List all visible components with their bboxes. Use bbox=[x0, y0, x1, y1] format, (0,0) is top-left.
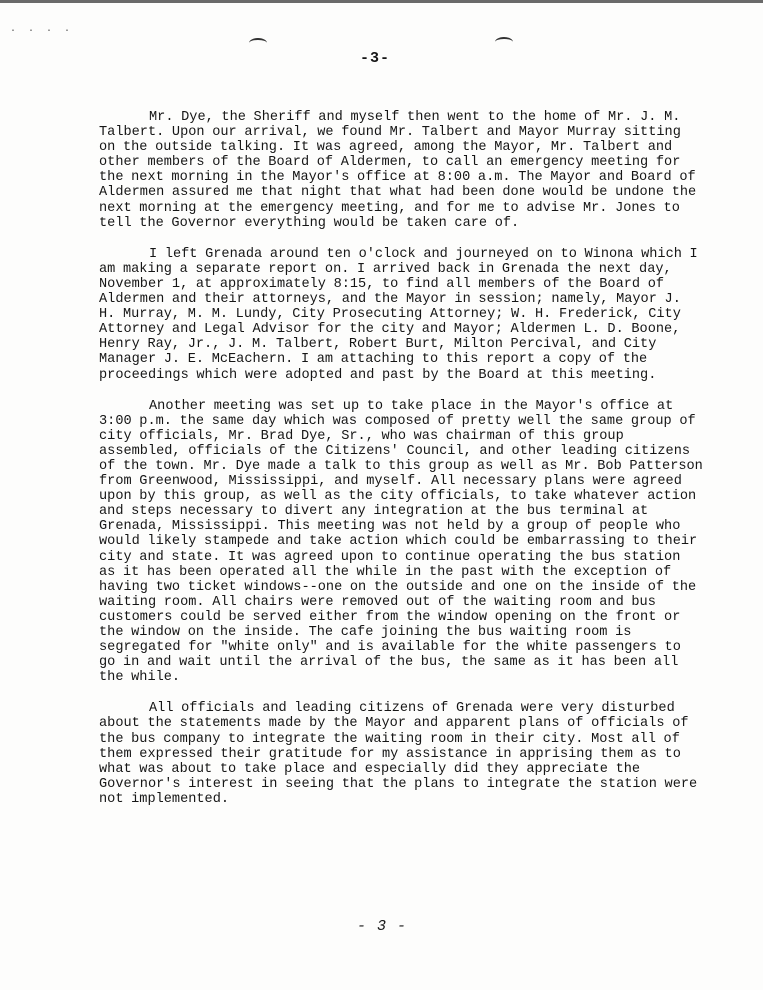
punch-hole-mark-left bbox=[249, 38, 267, 48]
page-number-top: -3- bbox=[360, 50, 391, 67]
body-text bbox=[99, 110, 704, 823]
top-edge-rule bbox=[0, 0, 763, 3]
punch-hole-mark-right bbox=[495, 37, 513, 47]
paragraph-1: Mr. Dye, the Sheriff and myself then went to the home of Mr. J. M. Talbert. Upon our arrival, we found Mr. Talbert and Mayor Murray sitting on the outside talking. It was agreed, among the Mayor, Mr. Talbert and other members of the Board of Aldermen, to call an emergency meeting for the next morning in the Mayor's office at 8:00 a.m. The Mayor and Board of Aldermen assured me that night that what had been done would be undone the next morning at the emergency meeting, and for me to advise Mr. Jones to tell the Governor everything would be taken care of. bbox=[99, 110, 697, 231]
paragraph-3: Another meeting was set up to take place in the Mayor's office at 3:00 p.m. the same day which was composed of pretty well the same group of city officials, Mr. Brad Dye, Sr., who was chairman of this group assembled, officials of the Citizens' Council, and other leading citizens of the town. Mr. Dye made a talk to this group as well as Mr. Bob Patterson from Greenwood, Mississippi, and myself. All necessary plans were agreed upon by this group, as well as the city officials, to take whatever action and steps necessary to divert any integration at the bus terminal at Grenada, Mississippi. This meeting was not held by a group of people who would likely stampede and take action which could be embarrassing to their city and state. It was agreed upon to continue operating the bus station as it has been operated all the while in the past with the exception of having two ticket windows--one on the outside and one on the inside of the waiting room. All chairs were removed out of the waiting room and bus customers could be served either from the window opening on the front or the window on the inside. The cafe joining the bus waiting room is segregated for "white only" and is available for the white passengers to go in and wait until the arrival of the bus, the same as it has been all the while. bbox=[99, 398, 703, 686]
paragraph-4: All officials and leading citizens of Grenada were very disturbed about the statements made by the Mayor and apparent plans of officials of the bus company to integrate the waiting room in their city. Most all of them expressed their gratitude for my assistance in apprising them as to what was about to take place and especially did they appreciate the Governor's interest in seeing that the plans to integrate the station were not implemented. bbox=[99, 701, 698, 807]
paragraph-2: I left Grenada around ten o'clock and journeyed on to Winona which I am making a separate report on. I arrived back in Grenada the next day, November 1, at approximately 8:15, to find all members of the Board of Aldermen and their attorneys, and the Mayor in session; namely, Mayor J. H. Murray, M. M. Lundy, City Prosecuting Attorney; W. H. Frederick, City Attorney and Legal Advisor for the city and Mayor; Aldermen L. D. Boone, Henry Ray, Jr., J. M. Talbert, Robert Burt, Milton Percival, and City Manager J. E. McEachern. I am attaching to this report a copy of the proceedings which were adopted and past by the Board at this meeting. bbox=[99, 246, 698, 383]
page-number-bottom: - 3 - bbox=[357, 918, 408, 935]
scan-speck-marks: · · · · bbox=[10, 26, 74, 37]
